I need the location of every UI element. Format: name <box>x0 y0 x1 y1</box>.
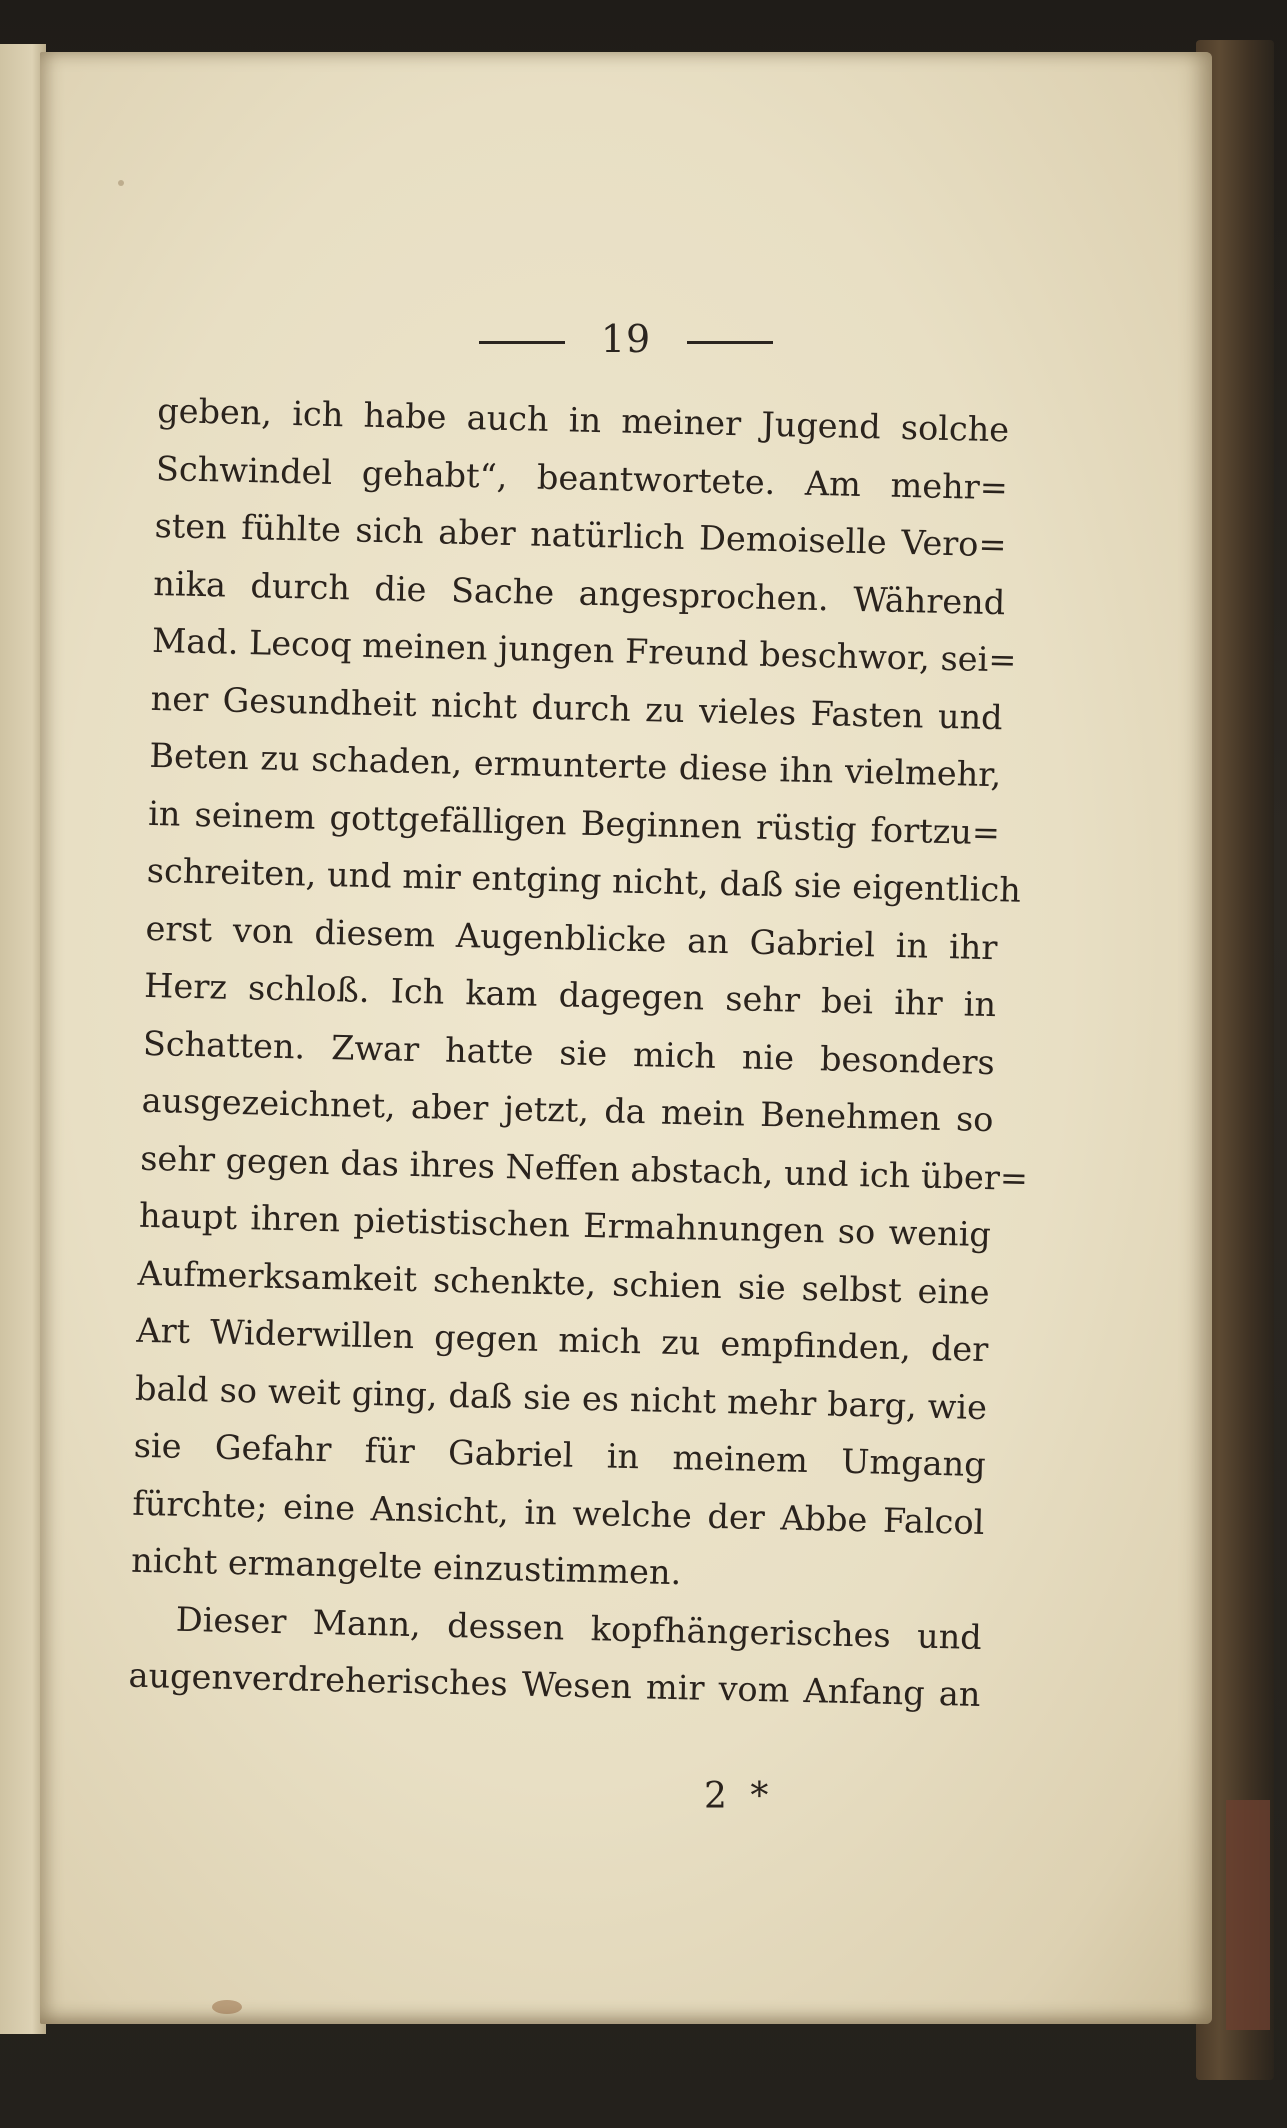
text-line: geben, ich habe auch in meiner Jugend solche <box>156 390 1010 450</box>
text-line: schreiten, und mir entging nicht, daß sie eigentlich <box>146 850 1022 910</box>
page-number: 19 <box>600 317 652 361</box>
header-rule-right <box>687 341 773 344</box>
text-line: ausgezeichnet, aber jetzt, da mein Benehmen so <box>141 1080 994 1140</box>
text-line: sehr gegen das ihres Neffen abstach, und ich über= <box>139 1138 1029 1198</box>
text-line: erst von diesem Augenblicke an Gabriel in ihr <box>145 908 998 967</box>
text-line: Schwindel gehabt“, beantwortete. Am mehr= <box>155 448 1009 507</box>
text-line: bald so weit ging, daß sie es nicht mehr barg, wie <box>134 1368 988 1427</box>
header-rule-left <box>479 341 565 344</box>
signature-mark: 2 * <box>704 1776 775 1817</box>
text-line: Aufmerksamkeit schenkte, schien sie selbst eine <box>137 1253 991 1312</box>
text-line-paragraph-start: Dieser Mann, dessen kopfhängerisches und <box>175 1599 983 1657</box>
text-line: Mad. Lecoq meinen jungen Freund beschwor, sei= <box>151 620 1017 680</box>
text-line: haupt ihren pietistischen Ermahnungen so wenig <box>138 1195 992 1255</box>
text-line: sten fühlte sich aber natürlich Demoiselle Vero= <box>154 505 1007 565</box>
text-line: in seinem gottgefälligen Beginnen rüstig fortzu= <box>147 793 1001 852</box>
text-line: fürchte; eine Ansicht, in welche der Abbe Falcol <box>132 1483 985 1542</box>
paper-stain <box>212 2000 242 2014</box>
body-text <box>128 382 1029 1723</box>
book-cover-corner <box>1226 1800 1270 2030</box>
text-line: augenverdreherisches Wesen mir vom Anfang an <box>128 1655 981 1714</box>
text-line: nika durch die Sache angesprochen. Während <box>152 563 1006 622</box>
book-page <box>40 52 1212 2024</box>
text-line-paragraph-end: nicht ermangelte einzustimmen. <box>130 1540 682 1593</box>
text-line: Schatten. Zwar hatte sie mich nie besonders <box>142 1023 996 1082</box>
text-line: Herz schloß. Ich kam dagegen sehr bei ihr in <box>143 965 997 1025</box>
paper-spot <box>118 180 124 186</box>
text-line: sie Gefahr für Gabriel in meinem Umgang <box>133 1425 987 1485</box>
text-line: Beten zu schaden, ermunterte diese ihn vielmehr, <box>149 735 1002 795</box>
text-line: ner Gesundheit nicht durch zu vieles Fasten und <box>150 678 1004 737</box>
page-header <box>40 314 1212 364</box>
text-line: Art Widerwillen gegen mich zu empfinden, der <box>136 1310 989 1370</box>
